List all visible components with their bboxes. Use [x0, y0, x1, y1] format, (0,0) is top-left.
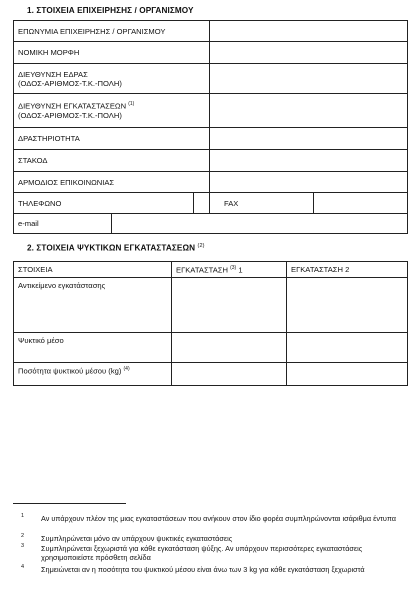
refrigeration-table [13, 261, 408, 386]
legal-form-field[interactable] [210, 42, 408, 64]
fax-label: FAX [210, 193, 314, 214]
legal-form-label: ΝΟΜΙΚΗ ΜΟΡΦΗ [14, 42, 210, 64]
hq-address-label: ΔΙΕΥΘΥΝΣΗ ΕΔΡΑΣ (ΟΔΟΣ-ΑΡΙΘΜΟΣ-Τ.Κ.-ΠΟΛΗ) [14, 64, 210, 94]
header-facility2: ΕΓΚΑΤΑΣΤΑΣΗ 2 [287, 262, 408, 278]
company-info-table [13, 20, 408, 234]
stakod-label: ΣΤΑΚΟΔ [14, 150, 210, 172]
fax-field[interactable] [314, 193, 408, 214]
phone-field[interactable] [194, 193, 210, 214]
activity-field[interactable] [210, 128, 408, 150]
email-label: e-mail [14, 214, 112, 234]
facilities-address-label: ΔΙΕΥΘΥΝΣΗ ΕΓΚΑΤΑΣΤΑΣΕΩΝ $^{(1)}$ (ΟΔΟΣ-ΑΡΙΘΜΟΣ-Τ.Κ.-ΠΟΛΗ) [14, 94, 210, 128]
quantity-facility1-field[interactable] [172, 363, 287, 386]
section2-title: 2. ΣΤΟΙΧΕΙΑ ΨΥΚΤΙΚΩΝ ΕΓΚΑΤΑΣΤΑΣΕΩΝ $^{(2)}$ [27, 243, 205, 253]
contact-person-label: ΑΡΜΟΔΙΟΣ ΕΠΙΚΟΙΝΩΝΙΑΣ [14, 172, 210, 193]
refrigerant-label: Ψυκτικό μέσο [14, 333, 172, 363]
contact-person-field[interactable] [210, 172, 408, 193]
phone-label: ΤΗΛΕΦΩΝΟ [14, 193, 194, 214]
stakod-field[interactable] [210, 150, 408, 172]
section1-title: 1. ΣΤΟΙΧΕΙΑ ΕΠΙΧΕΙΡΗΣΗΣ / ΟΡΓΑΝΙΣΜΟΥ [27, 6, 194, 15]
header-data: ΣΤΟΙΧΕΙΑ [14, 262, 172, 278]
refrigerant-facility1-field[interactable] [172, 333, 287, 363]
quantity-label: Ποσότητα ψυκτικού μέσου (kg) $^{(4)}$ [14, 363, 172, 386]
facilities-address-field[interactable] [210, 94, 408, 128]
equipment-facility1-field[interactable] [172, 278, 287, 333]
footnote-divider [13, 503, 126, 504]
refrigerant-facility2-field[interactable] [287, 333, 408, 363]
equipment-facility2-field[interactable] [287, 278, 408, 333]
equipment-label: Αντικείμενο εγκατάστασης [14, 278, 172, 333]
hq-address-field[interactable] [210, 64, 408, 94]
header-facility1: ΕΓΚΑΤΑΣΤΑΣΗ $^{(3)}$ 1 [172, 262, 287, 278]
company-name-label: ΕΠΩΝΥΜΙΑ ΕΠΙΧΕΙΡΗΣΗΣ / ΟΡΓΑΝΙΣΜΟΥ [14, 21, 210, 42]
email-field[interactable] [112, 214, 408, 234]
company-name-field[interactable] [210, 21, 408, 42]
quantity-facility2-field[interactable] [287, 363, 408, 386]
activity-label: ΔΡΑΣΤΗΡΙΟΤΗΤΑ [14, 128, 210, 150]
